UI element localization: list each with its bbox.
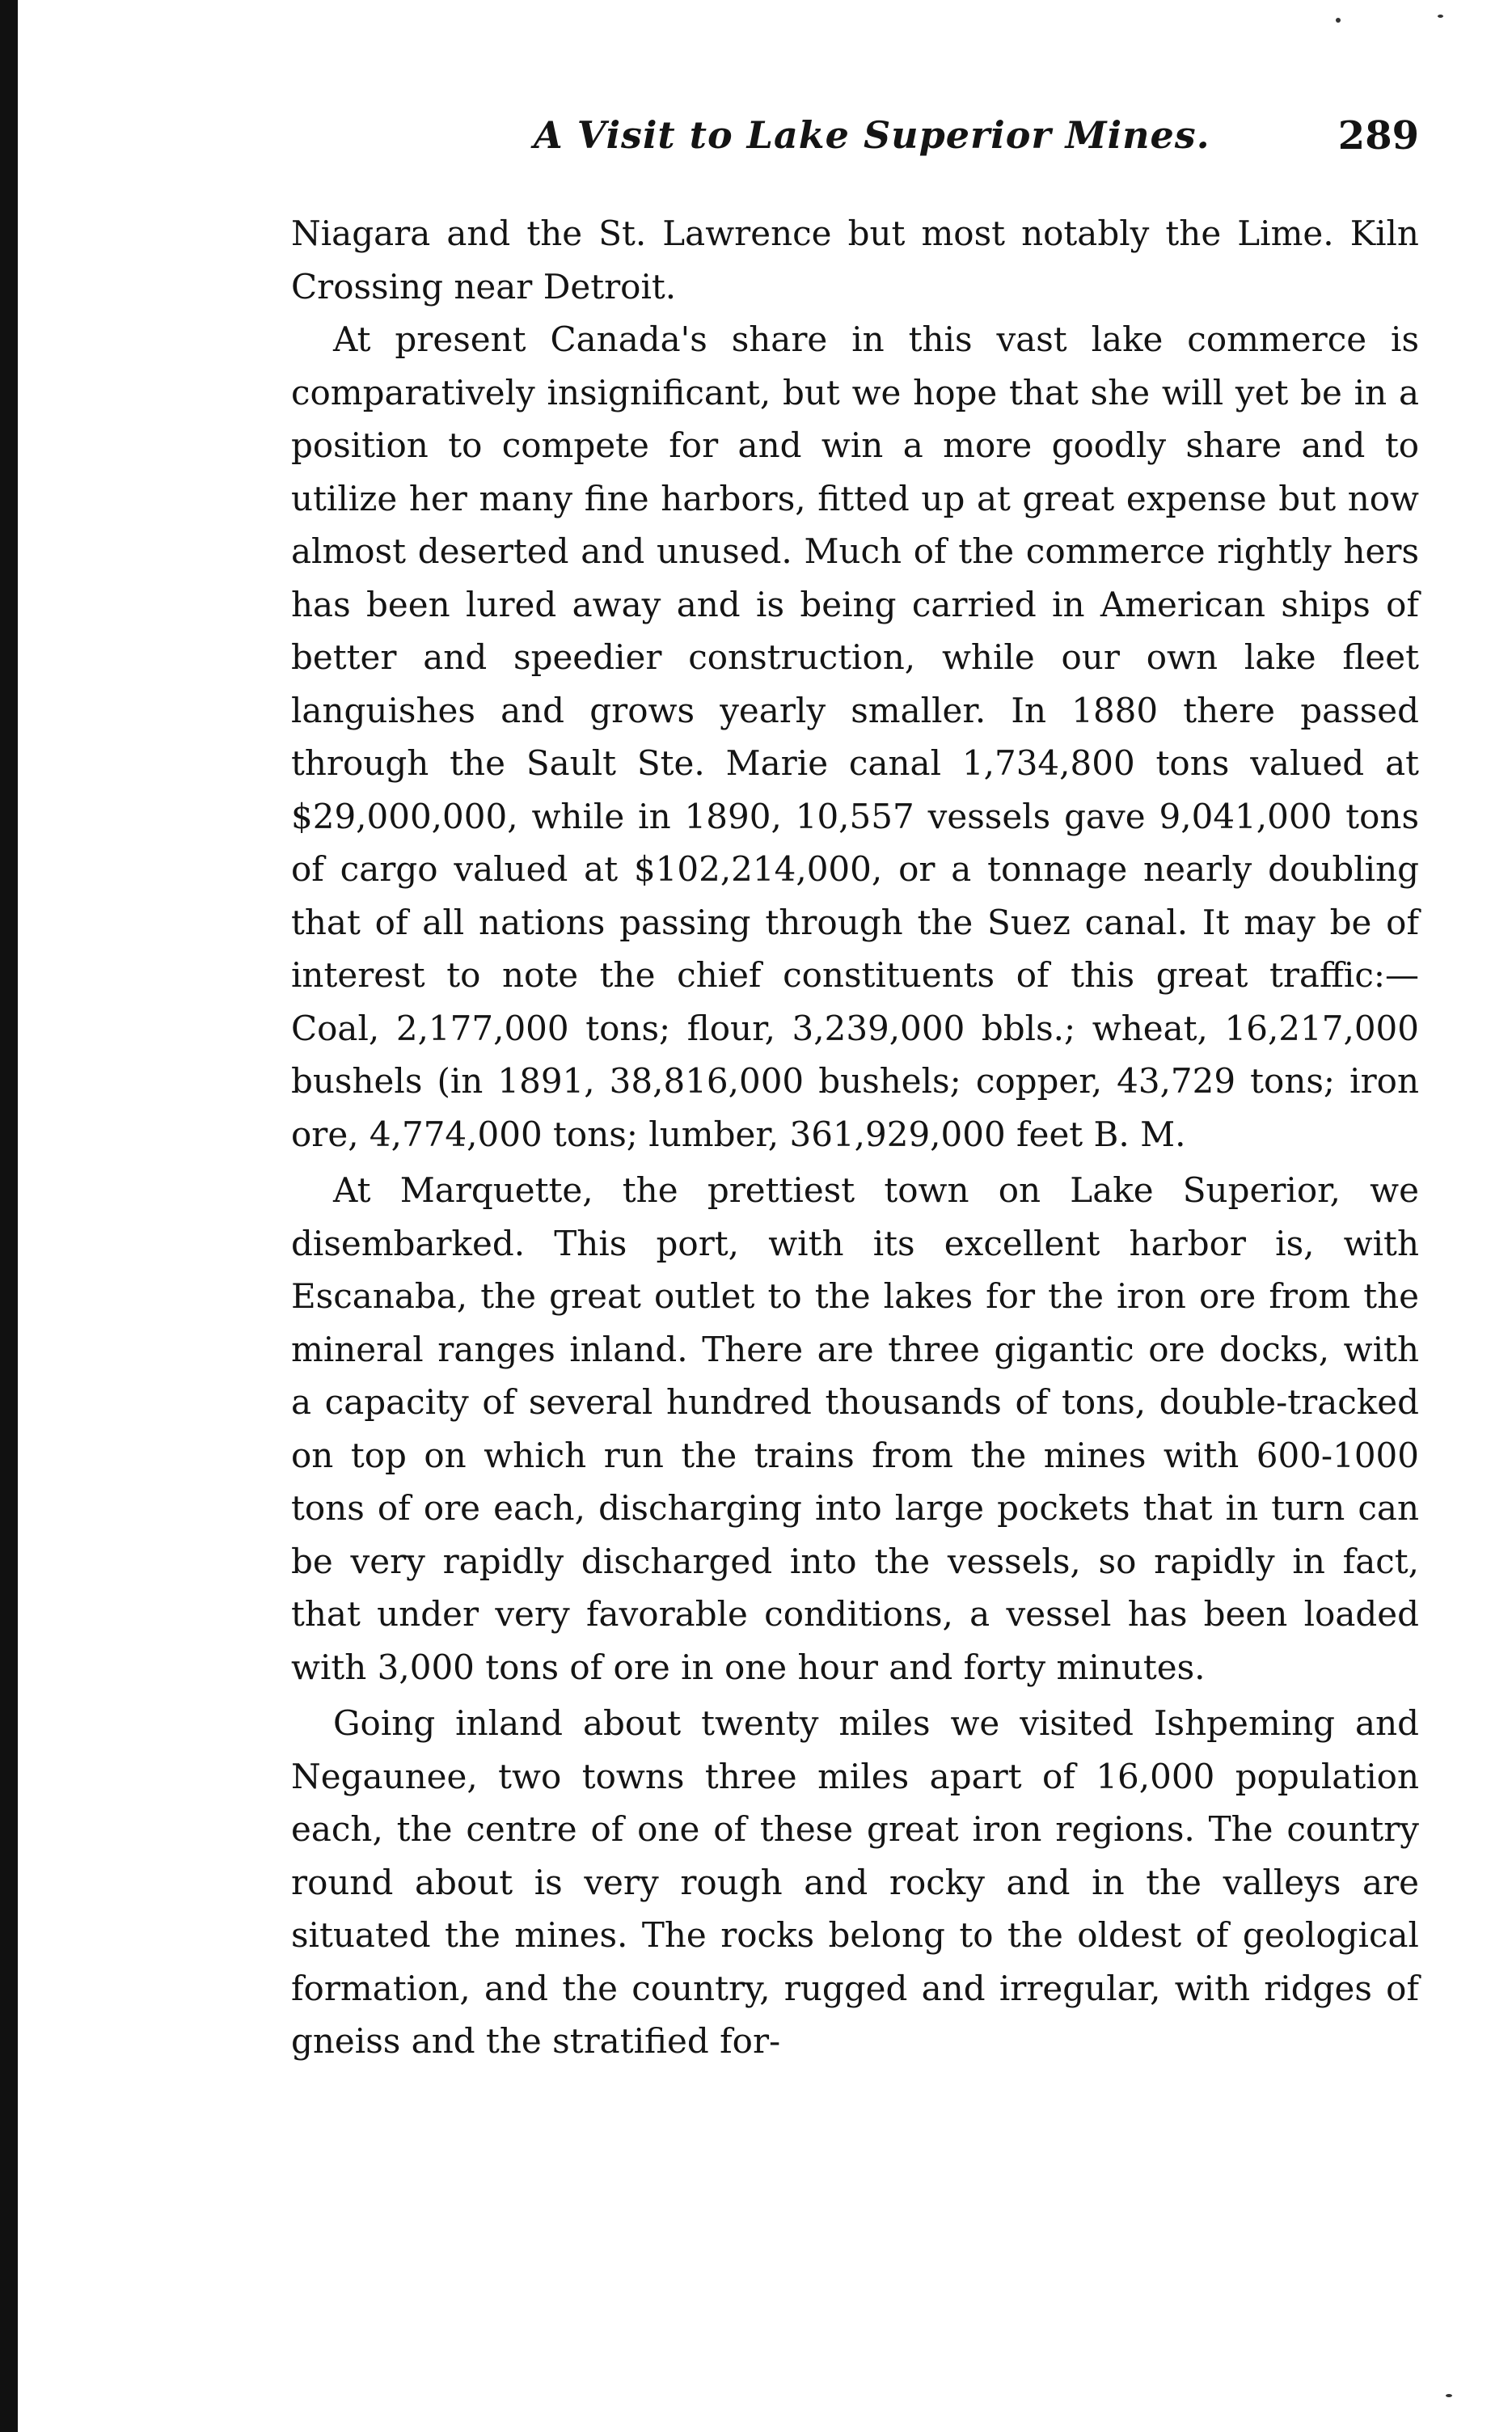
- scan-speck: [1446, 2394, 1452, 2397]
- paragraph-ishpeming: Going inland about twenty miles we visited Ishpeming and Negaunee, two towns three miles apart of 16,000 population each, the centre of one of these great iron regions. The country round about is very rough and rocky and in the valleys are situated the mines. The rocks belong to the oldest of geological formation, and the country, rugged and irregular, with ridges of gneiss and the stratified for-: [291, 1703, 1419, 2061]
- paragraph-marquette: At Marquette, the prettiest town on Lake Superior, we disembarked. This port, with its excellent harbor is, with Escanaba, the great outlet to the lakes for the iron ore from the mineral ranges inland. There are three gigantic ore docks, with a capacity of several hundred thousands of tons, double-tracked on top on which run the trains from the mines with 600-1000 tons of ore each, discharging into large pockets that in turn can be very rapidly discharged into the vessels, so rapidly in fact, that under very favorable conditions, a vessel has been loaded with 3,000 tons of ore in one hour and forty minutes.: [291, 1170, 1419, 1687]
- scan-speck: [1336, 18, 1341, 23]
- page-number: 289: [1337, 113, 1419, 159]
- paragraph-continued: Niagara and the St. Lawrence but most notably the Lime. Kiln Crossing near Detroit.: [291, 214, 1419, 307]
- body-text: [291, 207, 1419, 2068]
- book-page: [291, 113, 1419, 2068]
- paragraph-canada-commerce: At present Canada's share in this vast lake commerce is comparatively insignificant, but we hope that she will yet be in a position to compete for and win a more goodly share and to utilize her many fine harbors, fitted up at great expense but now almost deserted and unused. Much of the commerce rightly hers has been lured away and is being carried in American ships of better and speedier construction, while our own lake fleet languishes and grows yearly smaller. In 1880 there passed through the Sault Ste. Marie canal 1,734,800 tons valued at $29,000,000, while in 1890, 10,557 vessels gave 9,041,000 tons of cargo valued at $102,214,000, or a tonnage nearly doubling that of all nations passing through the Suez canal. It may be of interest to note the chief constituents of this great traffic:— Coal, 2,177,000 tons; flour, 3,239,000 bbls.; wheat, 16,217,000 bushels (in 1891, 38,816,000 bushels; copper, 43,729 tons; iron ore, 4,774,000 tons; lumber, 361,929,000 feet B. M.: [291, 319, 1419, 1154]
- scan-speck: [1438, 15, 1443, 18]
- scanned-page-edge: [0, 0, 18, 2432]
- running-header: [291, 113, 1419, 178]
- running-title: A Visit to Lake Superior Mines.: [534, 113, 1210, 157]
